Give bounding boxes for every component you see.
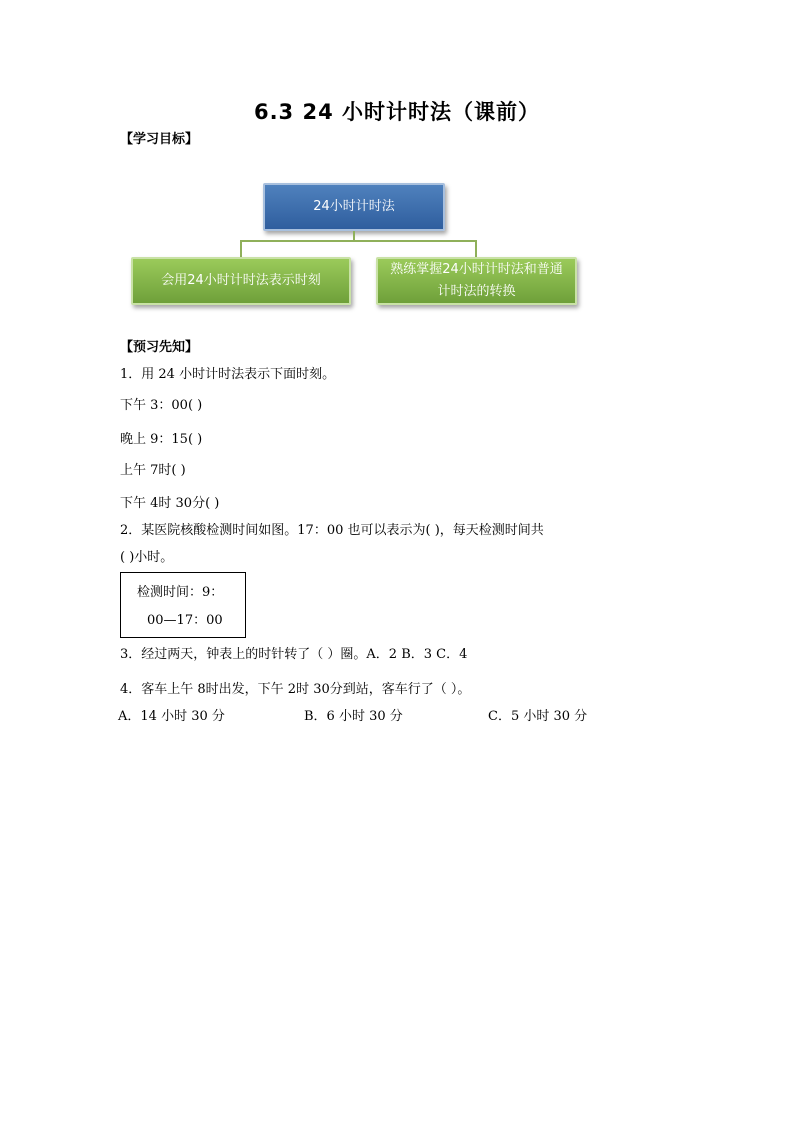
testing-hours-line1: 检测时间：9：: [137, 585, 224, 600]
section-learning-goals: 【学习目标】: [120, 132, 199, 147]
testing-hours-line2: 00—17：00: [147, 613, 223, 628]
testing-hours-box: [120, 572, 246, 638]
diagram-right-label-line1: 熟练掌握24小时计时法和普通: [390, 262, 563, 277]
diagram-child-left: [131, 257, 351, 305]
diagram-right-label-line2: 计时法的转换: [437, 284, 516, 299]
question-4-stem: 4．客车上午 8时出发，下午 2时 30分到站，客车行了（ ）。: [120, 682, 471, 697]
section-preview: 【预习先知】: [120, 340, 199, 355]
question-1-item: 下午 4时 30分( ): [120, 496, 220, 511]
question-2-line2: ( )小时。: [120, 550, 174, 565]
diagram-root-node: [263, 183, 445, 231]
page-title: 6.3 24 小时计时法（课前）: [253, 100, 541, 124]
question-1-stem: 1．用 24 小时计时法表示下面时刻。: [120, 367, 336, 382]
diagram-connector-right: [475, 240, 477, 257]
diagram-left-label: 会用24小时计时法表示时刻: [161, 273, 321, 288]
question-1-item: 上午 7时( ): [120, 463, 186, 478]
diagram-child-right: [376, 257, 577, 305]
question-4-option-b: B．6 小时 30 分: [304, 709, 403, 724]
question-3: 3．经过两天，钟表上的时针转了（ ）圈。A．2 B．3 C．4: [120, 647, 468, 662]
question-4-option-c: C．5 小时 30 分: [488, 709, 588, 724]
diagram-connector-left: [240, 240, 242, 257]
diagram-connector-bar: [240, 240, 477, 242]
diagram-root-label: 24小时计时法: [313, 199, 395, 214]
question-4-option-a: A．14 小时 30 分: [118, 709, 225, 724]
question-1-item: 晚上 9：15( ): [120, 432, 203, 447]
question-1-item: 下午 3：00( ): [120, 398, 203, 413]
question-2-line1: 2．某医院核酸检测时间如图。17：00 也可以表示为( )，每天检测时间共: [120, 523, 544, 538]
